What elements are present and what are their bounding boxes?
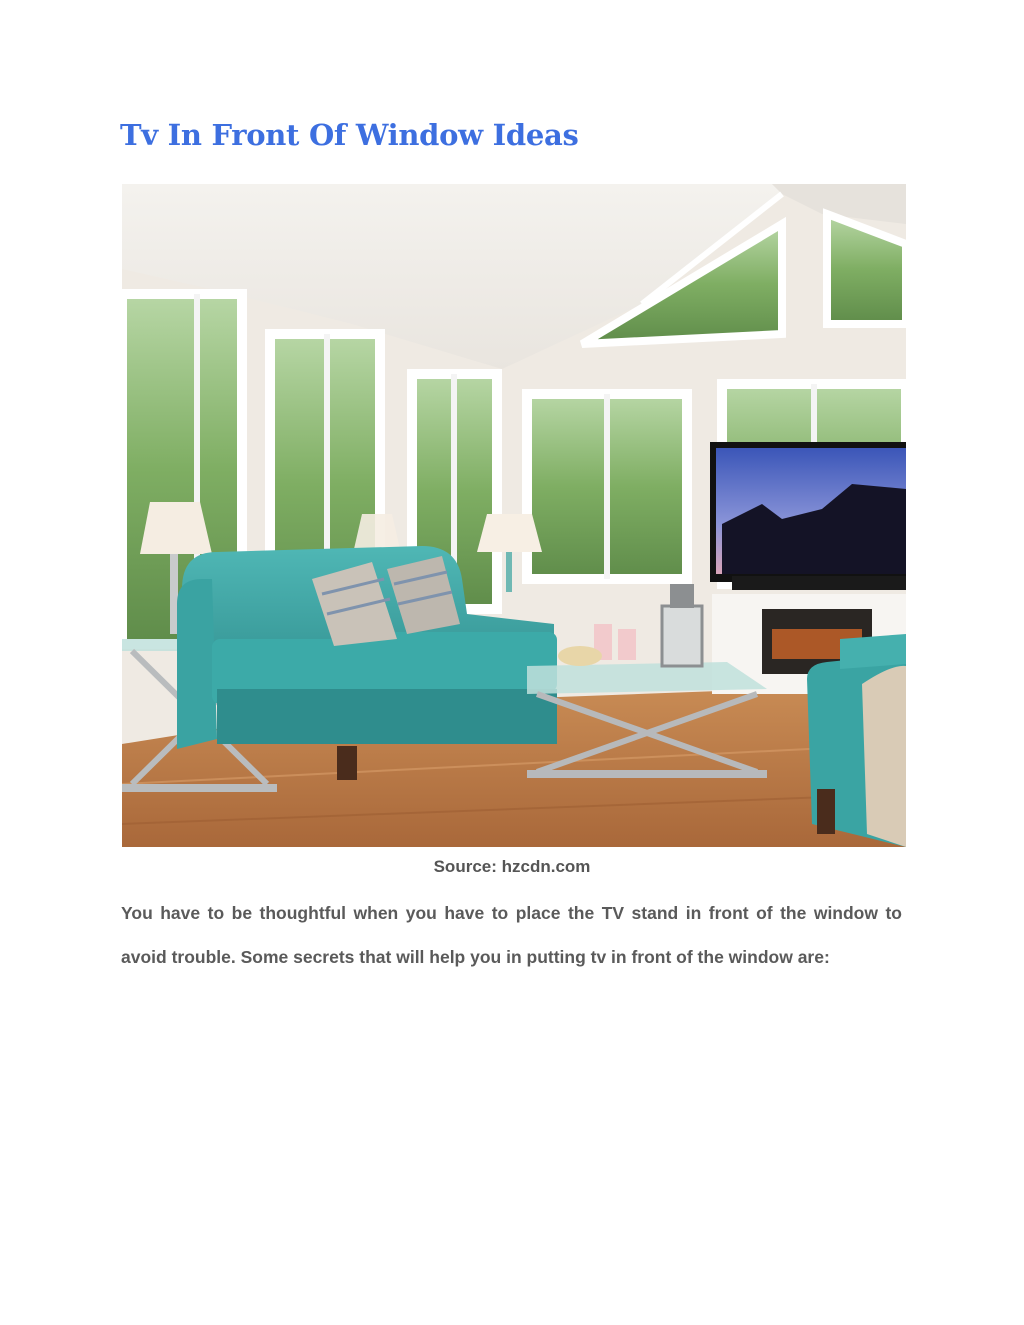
article-paragraph: You have to be thoughtful when you have to place the TV stand in front of the window to avoid trouble. Some secrets that will help you in putting tv in front of the window are:: [121, 903, 902, 967]
image-caption: Source: hzcdn.com: [433, 857, 591, 876]
page-title: Tv In Front Of Window Ideas: [120, 118, 579, 152]
article-photo: [122, 184, 906, 847]
